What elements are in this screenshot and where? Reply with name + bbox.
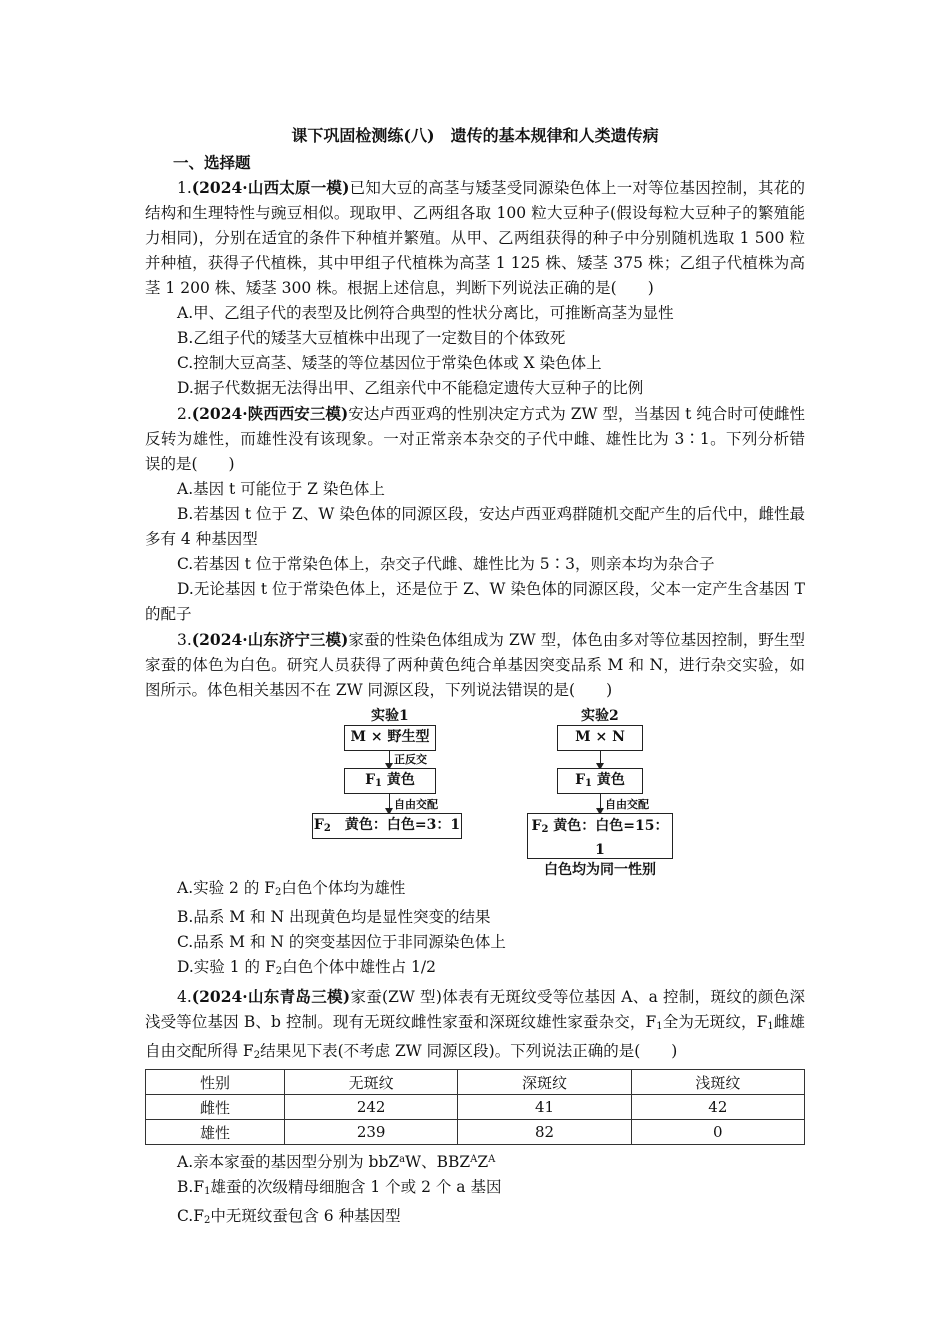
exp2-f1-box <box>557 768 643 794</box>
q1-number: 1. <box>177 179 192 197</box>
q1-text: 已知大豆的高茎与矮茎受同源染色体上一对等位基因控制，其花的结构和生理特性与豌豆相似。现取甲、乙两组各取 100 粒大豆种子(假设每粒大豆种子的繁殖能力相同)，分别在适宜的条件下种植并繁殖。从甲、乙两组获得的种子中分别随机选取 1 500 粒并种植，获得子代植株，其中甲组子代植株为高茎 1 125 株、矮茎 375 株；乙组子代植株为高茎 1 200 株、矮茎 300 株。根据上述信息，判断下列说法正确的是( ) <box>145 179 805 297</box>
exp2-cross-box: M × N <box>557 725 643 751</box>
q4-sub-3: 2 <box>253 1050 261 1061</box>
table-cell: 242 <box>285 1095 458 1120</box>
q3-option-d <box>145 955 805 984</box>
table-row <box>146 1095 805 1120</box>
q4-a-sup-2: A <box>470 1154 478 1165</box>
q4-option-c <box>145 1204 805 1233</box>
q4-stem <box>145 984 805 1068</box>
q2-text: 安达卢西亚鸡的性别决定方式为 ZW 型，当基因 t 纯合时可使雌性反转为雄性，而雄性没有该现象。一对正常亲本杂交的子代中雌、雄性比为 3∶1。下列分析错误的是( ) <box>145 405 805 473</box>
q3-number: 3. <box>177 631 192 649</box>
table-cell: 0 <box>631 1120 804 1145</box>
experiment-figure <box>145 705 805 878</box>
q3-a-post: 白色个体均为雄性 <box>281 879 406 897</box>
q1-option-c: C.控制大豆高茎、矮茎的等位基因位于常染色体或 X 染色体上 <box>177 354 602 372</box>
q3-d-pre: D.实验 1 的 F <box>177 958 276 976</box>
exp1-arrow-1 <box>389 751 390 768</box>
exp2-title: 实验2 <box>581 708 619 724</box>
q4-option-b <box>145 1175 805 1204</box>
q2-stem <box>145 401 805 477</box>
q4-a-mid-2: Z <box>477 1153 489 1171</box>
exp1-f1-sub: 1 <box>375 778 383 789</box>
table-cell: 82 <box>458 1120 631 1145</box>
q4-text-4: 结果见下表(不考虑 ZW 同源区段)。下列说法正确的是( ) <box>260 1042 678 1060</box>
q2-number: 2. <box>177 405 192 423</box>
q4-option-a <box>145 1147 805 1175</box>
q4-text-1: 家蚕(ZW 型)体表有无斑纹受等位基因 A、a 控制，斑纹的颜色深浅受等位基因 B、b 控制。现有无斑纹雌性家蚕和深斑纹雄性家蚕杂交，F <box>145 988 805 1031</box>
q2-source: (2024·陕西西安三模) <box>191 404 349 423</box>
table-cell: 42 <box>631 1095 804 1120</box>
exp1-arrow-2-label: 自由交配 <box>394 798 438 811</box>
table-header-cell: 性别 <box>146 1070 285 1095</box>
q2-option-b: B.若基因 t 位于 Z、W 染色体的同源区段，安达卢西亚鸡群随机交配产生的后代中，雌性最多有 4 种基因型 <box>145 505 805 548</box>
exp1-f2-text: 黄色：白色=3：1 <box>344 817 461 833</box>
exp2-f2-letter: F <box>531 818 542 834</box>
table-cell: 雄性 <box>146 1120 285 1145</box>
table-cell: 雌性 <box>146 1095 285 1120</box>
exp2-f1-sub: 1 <box>585 778 593 789</box>
q4-sub-2: 1 <box>767 1021 774 1032</box>
exp2-f2-box <box>527 813 673 878</box>
q4-results-table <box>145 1069 805 1145</box>
q4-a-pre: A.亲本家蚕的基因型分别为 bbZ <box>177 1153 400 1171</box>
q4-sub-1: 1 <box>656 1021 663 1032</box>
q1-source: (2024·山西太原一模) <box>191 178 350 197</box>
q4-text-2: 全为无斑纹，F <box>662 1013 768 1031</box>
exp1-arrow-1-label: 正反交 <box>394 753 427 766</box>
q4-b-sub: 1 <box>204 1186 211 1197</box>
document-page <box>145 125 805 1233</box>
table-cell: 239 <box>285 1120 458 1145</box>
table-cell: 41 <box>458 1095 631 1120</box>
exp1-f2-sub: 2 <box>323 823 331 834</box>
q3-source: (2024·山东济宁三模) <box>191 630 349 649</box>
exp2-f2-note: 白色均为同一性别 <box>544 862 656 878</box>
q2-option-d: D.无论基因 t 位于常染色体上，还是位于 Z、W 染色体的同源区段，父本一定产生含基因 T 的配子 <box>145 580 805 623</box>
q4-c-sub: 2 <box>204 1215 211 1226</box>
exp2-arrow-1 <box>600 751 601 768</box>
q4-source: (2024·山东青岛三模) <box>191 987 351 1006</box>
q1-option-b: B.乙组子代的矮茎大豆植株中出现了一定数目的个体致死 <box>177 329 566 347</box>
q4-c-post: 中无斑纹蚕包含 6 种基因型 <box>210 1207 401 1225</box>
page-title: 课下巩固检测练(八) 遗传的基本规律和人类遗传病 <box>291 126 659 145</box>
exp2-f2-sub: 2 <box>541 824 549 835</box>
table-header-cell: 浅斑纹 <box>631 1070 804 1095</box>
q1-option-a: A.甲、乙组子代的表型及比例符合典型的性状分离比，可推断高茎为显性 <box>177 304 674 322</box>
q3-option-b: B.品系 M 和 N 出现黄色均是显性突变的结果 <box>177 908 491 926</box>
q4-c-pre: C.F <box>177 1207 204 1225</box>
q1-stem <box>145 175 805 301</box>
q4-a-mid-1: W、BBZ <box>405 1153 471 1171</box>
q3-text: 家蚕的性染色体组成为 ZW 型，体色由多对等位基因控制，野生型家蚕的体色为白色。研究人员获得了两种黄色纯合单基因突变品系 M 和 N，进行杂交实验，如图所示。体色相关基因不在 ZW 同源区段，下列说法错误的是( ) <box>145 631 805 699</box>
q3-d-post: 白色个体中雄性占 1/2 <box>282 958 436 976</box>
q4-a-sup-1: a <box>399 1154 406 1165</box>
q2-option-c: C.若基因 t 位于常染色体上，杂交子代雌、雄性比为 5∶3，则亲本均为杂合子 <box>177 555 715 573</box>
q4-a-sup-3: A <box>488 1154 496 1165</box>
q1-option-d: D.据子代数据无法得出甲、乙组亲代中不能稳定遗传大豆种子的比例 <box>177 379 644 397</box>
q4-b-post: 雄蚕的次级精母细胞含 1 个或 2 个 a 基因 <box>210 1178 502 1196</box>
exp2-f1-letter: F <box>575 772 586 788</box>
q3-option-c: C.品系 M 和 N 的突变基因位于非同源染色体上 <box>177 933 506 951</box>
table-header-cell: 深斑纹 <box>458 1070 631 1095</box>
exp1-arrow-2 <box>389 794 390 813</box>
q3-d-sub: 2 <box>275 966 283 977</box>
q4-text-3: 雌雄自由交配所得 F <box>145 1013 805 1060</box>
exp1-title: 实验1 <box>371 708 409 724</box>
table-row <box>146 1120 805 1145</box>
q3-option-a <box>145 876 805 905</box>
table-header-cell: 无斑纹 <box>285 1070 458 1095</box>
exp1-cross-box: M × 野生型 <box>344 725 436 751</box>
exp2-f1-text: 黄色 <box>596 772 625 788</box>
q3-a-sub: 2 <box>275 887 282 898</box>
q3-stem <box>145 627 805 703</box>
exp2-f2-text: 黄色：白色=15：1 <box>553 818 669 858</box>
q2-option-a: A.基因 t 可能位于 Z 染色体上 <box>177 480 385 498</box>
exp1-f2-box <box>312 813 462 839</box>
exp1-f1-text: 黄色 <box>386 772 415 788</box>
exp1-f1-box <box>344 768 436 794</box>
table-header-row <box>146 1070 805 1095</box>
q4-b-pre: B.F <box>177 1178 205 1196</box>
section-heading: 一、选择题 <box>173 153 251 172</box>
exp2-arrow-2-label: 自由交配 <box>605 798 649 811</box>
exp2-arrow-2 <box>600 794 601 813</box>
q4-number: 4. <box>177 988 192 1006</box>
exp1-f2-letter: F <box>313 817 324 833</box>
q3-a-pre: A.实验 2 的 F <box>177 879 276 897</box>
exp1-f1-letter: F <box>365 772 376 788</box>
